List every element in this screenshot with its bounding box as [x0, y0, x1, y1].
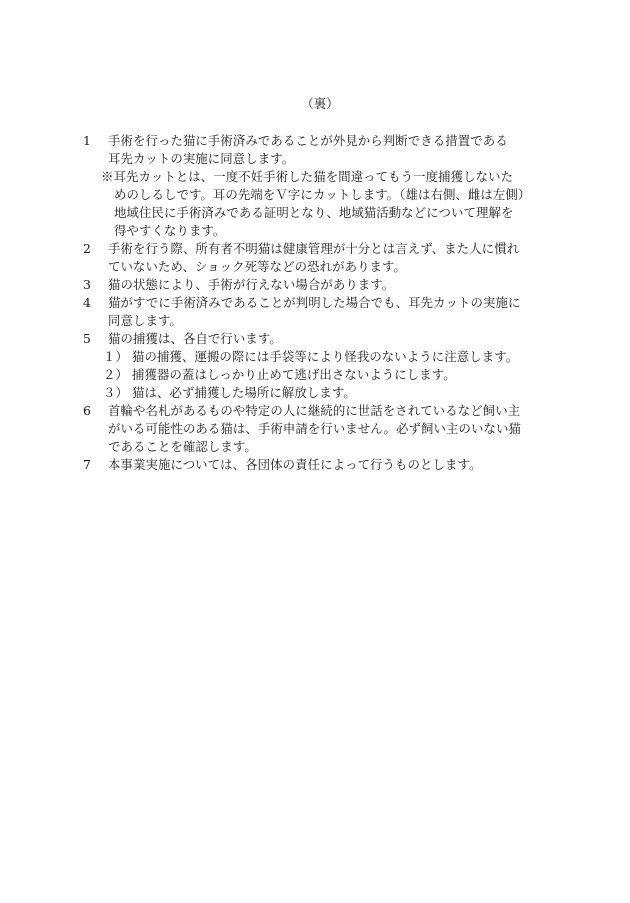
- term-line: ていないため、ショック死等などの恐れがあります。: [108, 259, 407, 274]
- subitem-number: ３）: [103, 385, 128, 400]
- term-line: 手術を行った猫に手術済みであることが外見から判断できる措置である: [108, 133, 508, 148]
- subitem-number: １）: [103, 349, 128, 364]
- subitem-text: 捕獲器の蓋はしっかり止めて逃げ出さないようにします。: [132, 367, 456, 382]
- term-note-line: 地域住民に手術済みである証明となり、地域猫活動などについて理解を: [114, 205, 514, 220]
- term-number: 7: [83, 457, 91, 472]
- term-number: 3: [83, 277, 91, 292]
- term-note-line: 得やすくなります。: [114, 223, 226, 238]
- term-number: 5: [83, 331, 91, 346]
- term-line: 首輪や名札があるものや特定の人に継続的に世話をされているなど飼い主: [108, 403, 521, 418]
- term-number: 1: [83, 133, 91, 148]
- term-line: 猫の捕獲は、各自で行います。: [108, 331, 282, 346]
- term-line: 本事業実施については、各団体の責任によって行うものとします。: [108, 457, 482, 472]
- subitem-text: 猫は、必ず捕獲した場所に解放します。: [132, 385, 356, 400]
- term-line: 耳先カットの実施に同意します。: [108, 151, 295, 166]
- subitem-text: 猫の捕獲、運搬の際には手袋等により怪我のないように注意します。: [132, 349, 519, 364]
- term-line: がいる可能性のある猫は、手術申請を行いません。必ず飼い主のいない猫: [108, 421, 521, 436]
- page-heading: （裏）: [301, 96, 339, 111]
- term-number: 6: [83, 403, 91, 418]
- term-line: 猫がすでに手術済みであることが判明した場合でも、耳先カットの実施に: [108, 295, 521, 310]
- term-number: 2: [83, 241, 91, 256]
- term-line: であることを確認します。: [108, 439, 257, 454]
- term-line: 猫の状態により、手術が行えない場合があります。: [108, 277, 395, 292]
- subitem-number: ２）: [103, 367, 128, 382]
- term-number: 4: [83, 295, 91, 310]
- term-line: 手術を行う際、所有者不明猫は健康管理が十分とは言えず、また人に慣れ: [108, 241, 520, 256]
- term-line: 同意します。: [108, 313, 182, 328]
- term-note-line: ※耳先カットとは、一度不妊手術した猫を間違ってもう一度捕獲しないた: [101, 169, 514, 184]
- term-note-line: めのしるしです。耳の先端をＶ字にカットします。（雄は右側、雌は左側）: [114, 187, 531, 202]
